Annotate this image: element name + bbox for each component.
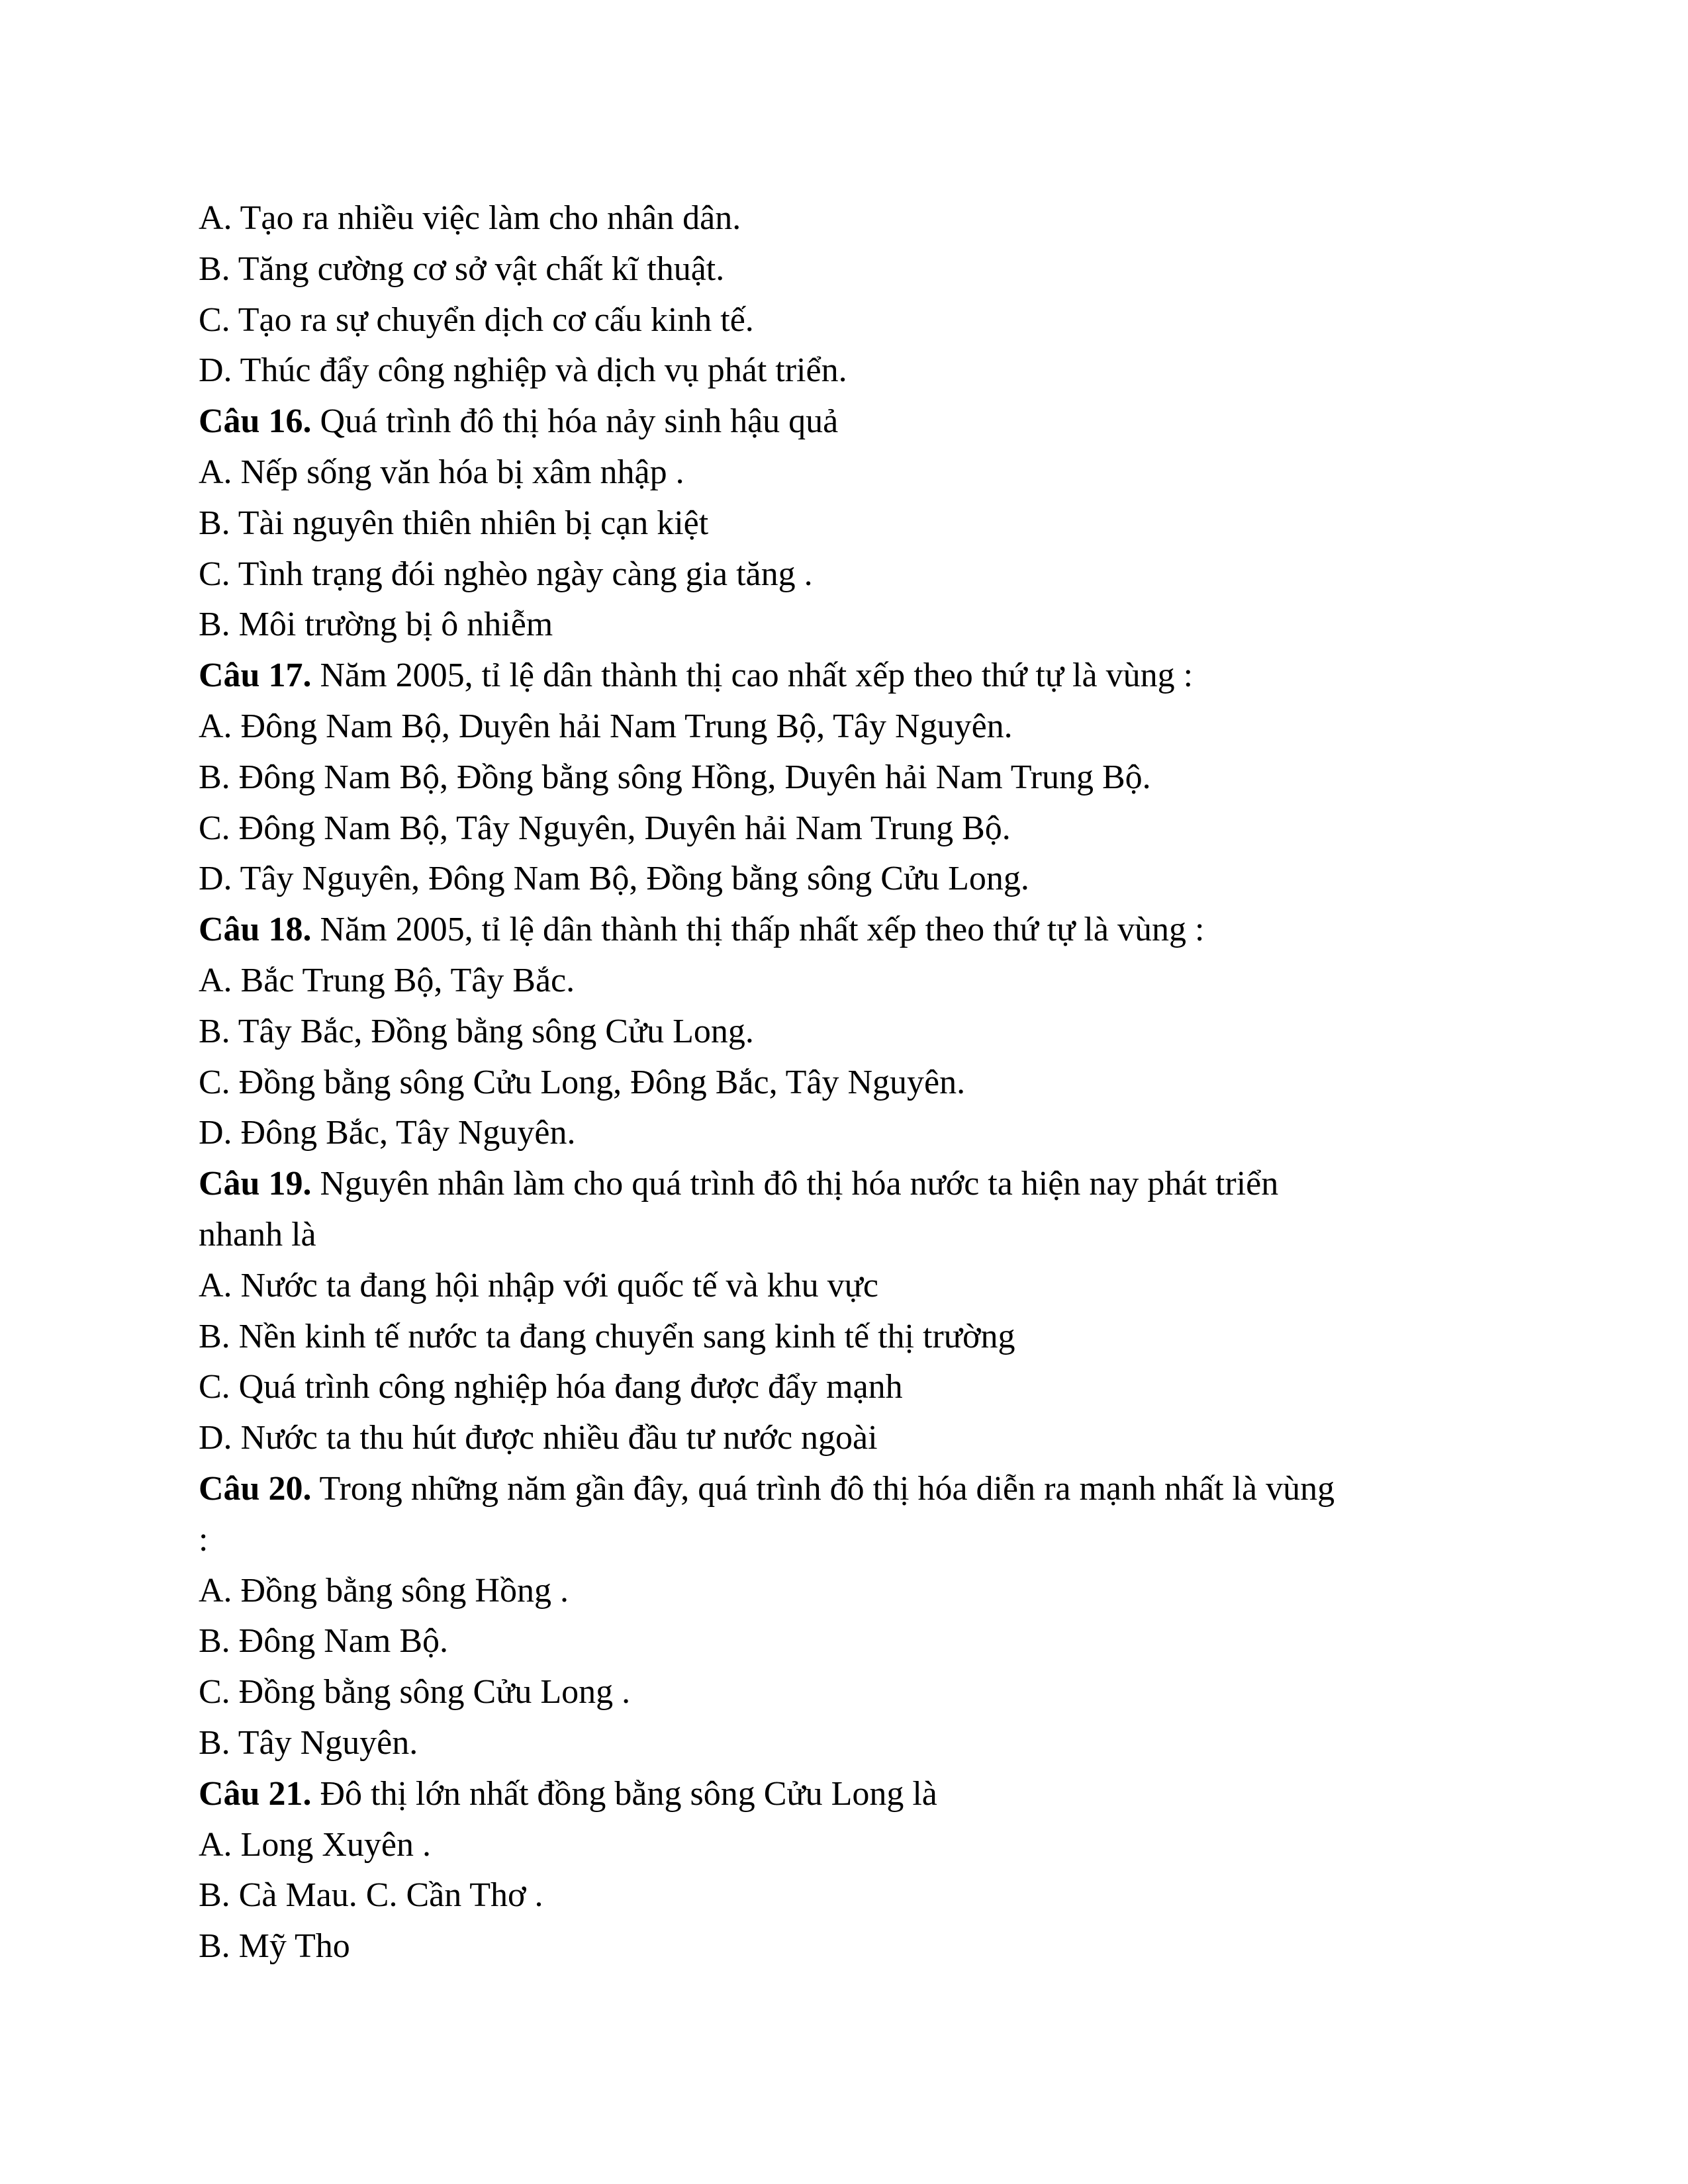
question-line bbox=[199, 1464, 1509, 1515]
question-text: Năm 2005, tỉ lệ dân thành thị thấp nhất xếp theo thứ tự là vùng : bbox=[311, 911, 1205, 949]
answer-option-line: A. Đông Nam Bộ, Duyên hải Nam Trung Bộ, Tây Nguyên. bbox=[199, 707, 1013, 745]
question-text: Nguyên nhân làm cho quá trình đô thị hóa nước ta hiện nay phát triển bbox=[311, 1165, 1279, 1203]
answer-option-line: B. Đông Nam Bộ. bbox=[199, 1622, 448, 1661]
question-line bbox=[199, 651, 1509, 702]
answer-option-line: B. Tài nguyên thiên nhiên bị cạn kiệt bbox=[199, 504, 709, 542]
answer-option-line: C. Quá trình công nghiệp hóa đang được đẩy mạnh bbox=[199, 1368, 903, 1406]
answer-option-line: B. Tăng cường cơ sở vật chất kĩ thuật. bbox=[199, 250, 725, 288]
answer-option-line: C. Tình trạng đói nghèo ngày càng gia tăng . bbox=[199, 555, 813, 593]
answer-option-line: C. Đông Nam Bộ, Tây Nguyên, Duyên hải Nam Trung Bộ. bbox=[199, 809, 1011, 847]
question-number: Câu 20. bbox=[199, 1469, 312, 1508]
question-text: Quá trình đô thị hóa nảy sinh hậu quả bbox=[311, 402, 839, 441]
document-page bbox=[199, 193, 1509, 1972]
answer-option-line: D. Thúc đẩy công nghiệp và dịch vụ phát triển. bbox=[199, 351, 847, 390]
answer-option-line: B. Tây Nguyên. bbox=[199, 1723, 418, 1762]
answer-option-line: A. Nước ta đang hội nhập với quốc tế và khu vực bbox=[199, 1266, 878, 1304]
question-line bbox=[199, 905, 1509, 956]
answer-option-line: C. Đồng bằng sông Cửu Long, Đông Bắc, Tây Nguyên. bbox=[199, 1063, 966, 1101]
answer-option-line: B. Cà Mau. C. Cần Thơ . bbox=[199, 1876, 543, 1915]
answer-option-line: A. Tạo ra nhiều việc làm cho nhân dân. bbox=[199, 199, 741, 237]
answer-option-line: C. Tạo ra sự chuyển dịch cơ cấu kinh tế. bbox=[199, 300, 754, 339]
answer-option-line: B. Đông Nam Bộ, Đồng bằng sông Hồng, Duyên hải Nam Trung Bộ. bbox=[199, 758, 1151, 796]
question-number: Câu 21. bbox=[199, 1774, 312, 1813]
answer-option-line: A. Bắc Trung Bộ, Tây Bắc. bbox=[199, 961, 575, 999]
question-text: Đô thị lớn nhất đồng bằng sông Cửu Long là bbox=[311, 1774, 937, 1813]
answer-option-line: : bbox=[199, 1520, 209, 1559]
answer-option-line: A. Nếp sống văn hóa bị xâm nhập . bbox=[199, 453, 684, 491]
answer-option-line: D. Đông Bắc, Tây Nguyên. bbox=[199, 1114, 576, 1152]
question-line bbox=[199, 1159, 1509, 1210]
question-line bbox=[199, 396, 1509, 447]
answer-option-line: C. Đồng bằng sông Cửu Long . bbox=[199, 1673, 631, 1711]
question-text: Trong những năm gần đây, quá trình đô thị hóa diễn ra mạnh nhất là vùng bbox=[311, 1469, 1335, 1508]
answer-option-line: D. Nước ta thu hút được nhiều đầu tư nước ngoài bbox=[199, 1419, 878, 1457]
answer-option-line: B. Tây Bắc, Đồng bằng sông Cửu Long. bbox=[199, 1012, 754, 1050]
question-number: Câu 18. bbox=[199, 911, 312, 949]
answer-option-line: B. Mỹ Tho bbox=[199, 1927, 350, 1966]
question-line bbox=[199, 1769, 1509, 1820]
answer-option-line: A. Đồng bằng sông Hồng . bbox=[199, 1571, 569, 1610]
question-number: Câu 17. bbox=[199, 657, 312, 695]
question-number: Câu 19. bbox=[199, 1165, 312, 1203]
question-number: Câu 16. bbox=[199, 402, 312, 441]
question-text: Năm 2005, tỉ lệ dân thành thị cao nhất xếp theo thứ tự là vùng : bbox=[311, 657, 1194, 695]
answer-option-line: nhanh là bbox=[199, 1215, 316, 1253]
answer-option-line: B. Nền kinh tế nước ta đang chuyển sang kinh tế thị trường bbox=[199, 1317, 1015, 1355]
answer-option-line: D. Tây Nguyên, Đông Nam Bộ, Đồng bằng sông Cửu Long. bbox=[199, 860, 1029, 898]
answer-option-line: B. Môi trường bị ô nhiễm bbox=[199, 606, 553, 644]
answer-option-line: A. Long Xuyên . bbox=[199, 1825, 431, 1864]
